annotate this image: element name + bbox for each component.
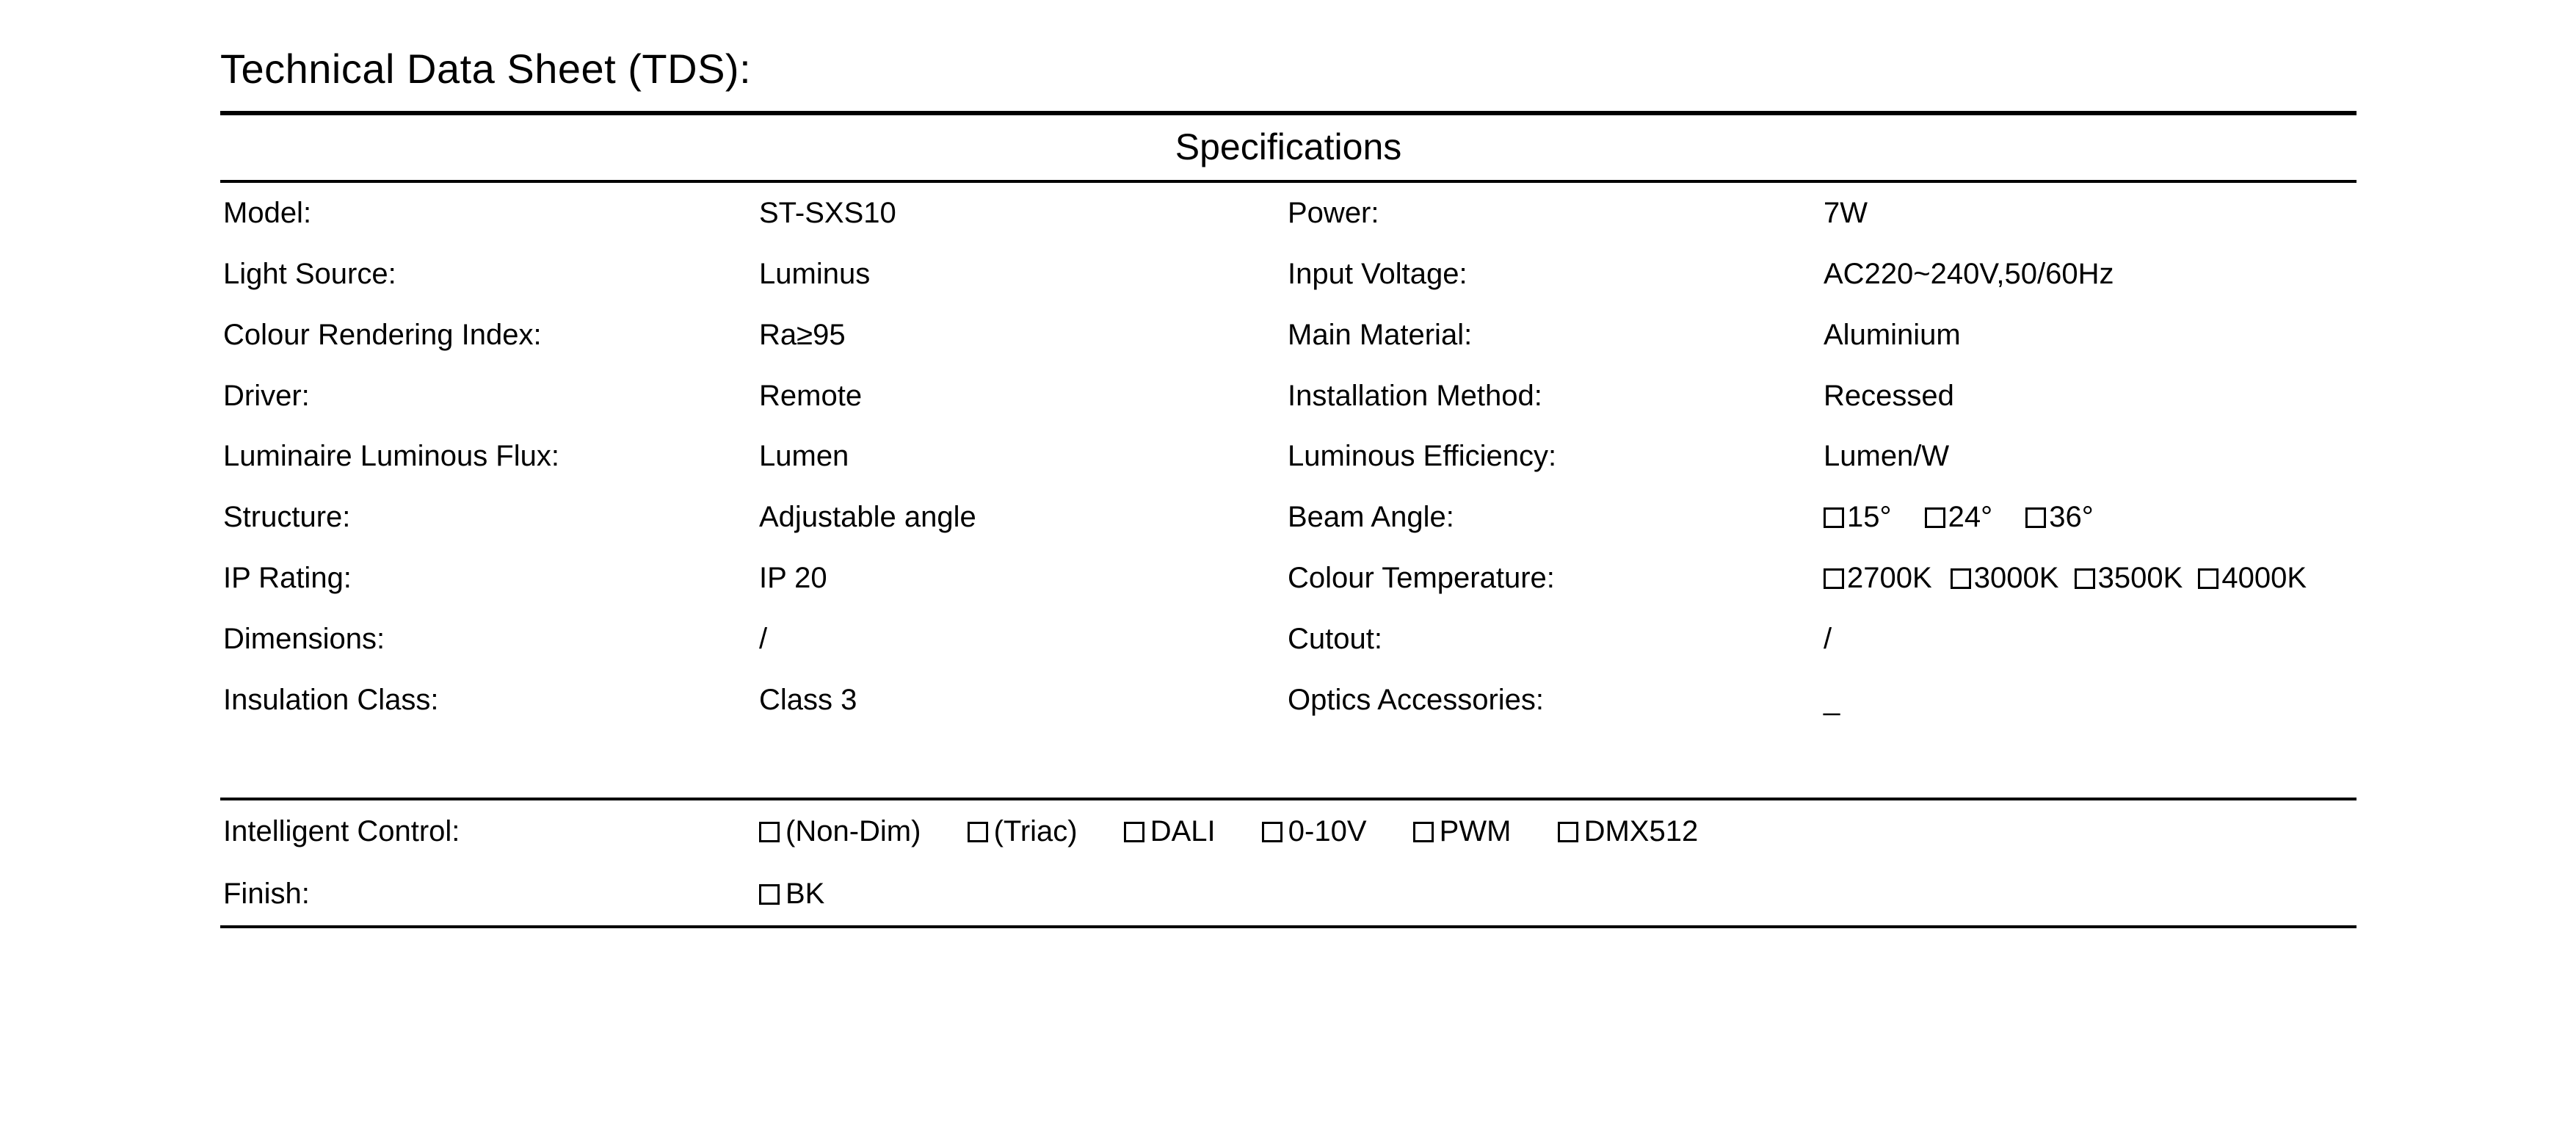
spec-value: Class 3	[759, 683, 857, 716]
spec-value: 7W	[1824, 197, 1868, 230]
checkbox-icon[interactable]	[1824, 568, 1844, 589]
section-heading-specifications: Specifications	[1175, 126, 1402, 168]
intelligent-control-option-label: (Non-Dim)	[786, 815, 921, 848]
finish-option-label: BK	[786, 878, 825, 911]
tds-sheet	[220, 44, 2357, 928]
checkbox-icon[interactable]	[1124, 822, 1144, 842]
spacer-cell	[759, 730, 1288, 798]
colour-temperature-option[interactable]	[2198, 562, 2307, 595]
intelligent-control-option[interactable]	[1124, 815, 1216, 848]
spec-label: Luminaire Luminous Flux:	[223, 440, 559, 473]
intelligent-control-option-label: 0-10V	[1288, 815, 1367, 848]
checkbox-icon[interactable]	[2198, 568, 2218, 589]
beam-angle-option-label: 36°	[2049, 501, 2094, 534]
spec-value: /	[759, 622, 768, 655]
checkbox-icon[interactable]	[759, 822, 780, 842]
intelligent-control-option-label: (Triac)	[993, 815, 1078, 848]
spacer-cell	[1824, 730, 2359, 798]
beam-angle-option-label: 24°	[1948, 501, 1993, 534]
divider-bottom	[220, 925, 2357, 928]
table-row	[220, 548, 2359, 609]
table-row	[220, 244, 2359, 305]
colour-temperature-option-label: 3500K	[2097, 561, 2183, 594]
spec-value: Lumen/W	[1824, 440, 1950, 473]
checkbox-icon[interactable]	[1413, 822, 1434, 842]
intelligent-control-option[interactable]	[1413, 815, 1512, 848]
checkbox-icon[interactable]	[1558, 822, 1578, 842]
intelligent-control-option-label: PWM	[1439, 815, 1512, 848]
intelligent-control-option[interactable]	[1558, 815, 1699, 848]
checkbox-icon[interactable]	[1951, 568, 1971, 589]
control-and-finish-block	[220, 800, 2357, 925]
spec-label: Colour Rendering Index:	[223, 318, 542, 351]
page-title: Technical Data Sheet (TDS):	[220, 46, 752, 92]
finish-options	[759, 863, 2357, 925]
spacer-cell	[220, 730, 759, 798]
spacer-cell	[1288, 730, 1824, 798]
checkbox-icon[interactable]	[968, 822, 988, 842]
table-row	[220, 305, 2359, 366]
spec-label: Light Source:	[223, 257, 396, 290]
spec-label: Colour Temperature:	[1288, 561, 1555, 594]
intelligent-control-option[interactable]	[759, 815, 921, 848]
spec-label: Insulation Class:	[223, 683, 439, 716]
intelligent-control-options	[759, 800, 2357, 863]
specifications-table	[220, 183, 2359, 798]
spec-label: Cutout:	[1288, 622, 1382, 655]
spec-label: Driver:	[223, 379, 310, 412]
checkbox-icon[interactable]	[2075, 568, 2095, 589]
intelligent-control-option[interactable]	[968, 815, 1078, 848]
spec-value: Remote	[759, 379, 863, 412]
checkbox-icon[interactable]	[1262, 822, 1282, 842]
intelligent-control-option-label: DALI	[1150, 815, 1216, 848]
spec-label: Input Voltage:	[1288, 257, 1467, 290]
table-row	[220, 670, 2359, 731]
table-row	[220, 863, 2357, 925]
spacer-row	[220, 730, 2359, 798]
table-row	[220, 487, 2359, 548]
spec-label: Luminous Efficiency:	[1288, 440, 1557, 473]
colour-temperature-options	[1824, 548, 2359, 609]
spec-value: Adjustable angle	[759, 501, 976, 534]
beam-angle-options	[1824, 487, 2359, 548]
checkbox-icon[interactable]	[759, 884, 780, 905]
intelligent-control-label: Intelligent Control:	[223, 815, 460, 848]
spec-label: IP Rating:	[223, 561, 352, 594]
table-row	[220, 183, 2359, 244]
table-row	[220, 800, 2357, 863]
checkbox-icon[interactable]	[2025, 507, 2046, 528]
spec-label: Power:	[1288, 197, 1379, 230]
control-finish-table	[220, 800, 2357, 925]
beam-angle-option[interactable]	[1824, 501, 1892, 534]
spec-value: Luminus	[759, 257, 871, 290]
spec-value: ST-SXS10	[759, 197, 896, 230]
colour-temperature-option-label: 3000K	[1973, 561, 2059, 594]
spec-value: AC220~240V,50/60Hz	[1824, 257, 2114, 290]
beam-angle-option-label: 15°	[1847, 501, 1892, 534]
spec-label: Structure:	[223, 501, 351, 534]
intelligent-control-option-label: DMX512	[1583, 815, 1699, 848]
table-row	[220, 426, 2359, 487]
spec-value: Recessed	[1824, 379, 1954, 412]
colour-temperature-option[interactable]	[1824, 562, 1932, 595]
spec-value: IP 20	[759, 561, 827, 594]
beam-angle-option[interactable]	[1925, 501, 1993, 534]
checkbox-icon[interactable]	[1824, 507, 1844, 528]
spec-value: Ra≥95	[759, 318, 846, 351]
beam-angle-option[interactable]	[2025, 501, 2094, 534]
colour-temperature-option-label: 4000K	[2221, 561, 2307, 594]
table-row	[220, 609, 2359, 670]
spec-value: Lumen	[759, 440, 849, 473]
spec-label: Installation Method:	[1288, 379, 1542, 412]
finish-option[interactable]	[759, 878, 824, 911]
spec-value: /	[1824, 622, 1832, 655]
spec-label: Dimensions:	[223, 622, 385, 655]
checkbox-icon[interactable]	[1925, 507, 1945, 528]
colour-temperature-option[interactable]	[2075, 562, 2183, 595]
table-row	[220, 366, 2359, 427]
colour-temperature-option[interactable]	[1951, 562, 2059, 595]
spec-label: Beam Angle:	[1288, 501, 1454, 534]
intelligent-control-option[interactable]	[1262, 815, 1367, 848]
spec-label: Optics Accessories:	[1288, 683, 1545, 716]
spec-value: Aluminium	[1824, 318, 1961, 351]
finish-label: Finish:	[223, 878, 310, 911]
spec-value: _	[1824, 683, 1840, 716]
colour-temperature-option-label: 2700K	[1847, 561, 1932, 594]
spec-label: Main Material:	[1288, 318, 1473, 351]
spec-label: Model:	[223, 197, 312, 230]
